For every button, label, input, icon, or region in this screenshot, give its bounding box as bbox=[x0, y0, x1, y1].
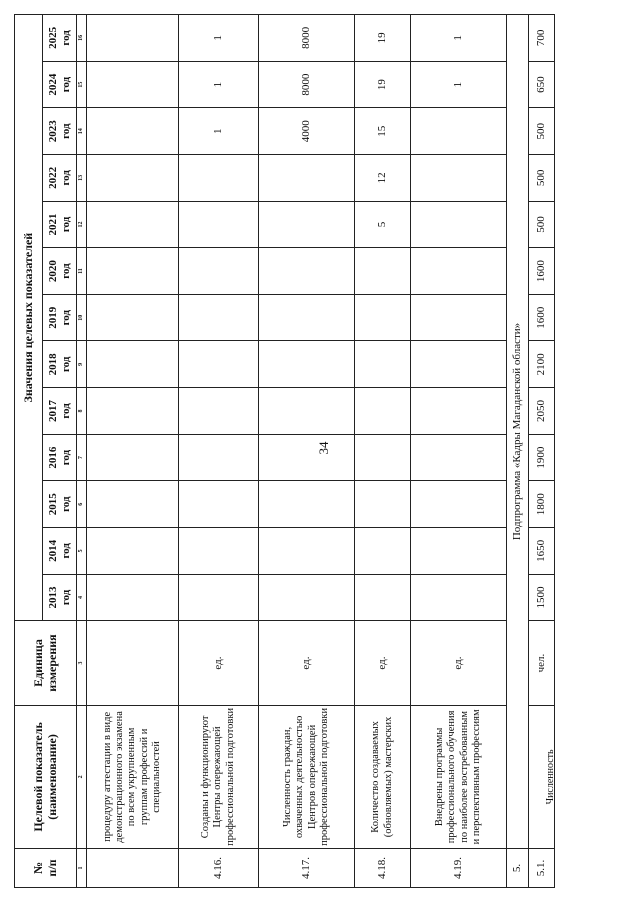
row-number bbox=[87, 848, 179, 887]
unit-cell: чел. bbox=[529, 621, 555, 706]
value-cell: 1 bbox=[179, 15, 259, 62]
header-year: 2016 год bbox=[43, 434, 77, 481]
row-number: 4.19. bbox=[411, 848, 507, 887]
value-cell: 1 bbox=[411, 15, 507, 62]
table-row bbox=[411, 15, 507, 888]
table-row bbox=[529, 15, 555, 888]
value-cell: 19 bbox=[355, 61, 411, 108]
indicator-name-text: Численность bbox=[544, 749, 556, 805]
indicator-name: Созданы и функционируют Центры опережающей профессиональной подготовки bbox=[179, 705, 259, 848]
value-cell bbox=[87, 528, 179, 575]
unit-cell bbox=[87, 621, 179, 706]
value-cell bbox=[411, 108, 507, 155]
value-cell: 1800 bbox=[529, 481, 555, 528]
column-number: 7 bbox=[77, 434, 87, 481]
value-cell bbox=[259, 434, 355, 481]
unit-cell: ед. bbox=[355, 621, 411, 706]
value-cell bbox=[355, 481, 411, 528]
value-cell bbox=[411, 434, 507, 481]
value-cell bbox=[179, 481, 259, 528]
value-cell: 8000 bbox=[259, 61, 355, 108]
header-year: 2015 год bbox=[43, 481, 77, 528]
row-number: 4.18. bbox=[355, 848, 411, 887]
value-cell bbox=[355, 388, 411, 435]
unit-cell: ед. bbox=[411, 621, 507, 706]
value-cell: 700 bbox=[529, 15, 555, 62]
header-year: 2014 год bbox=[43, 528, 77, 575]
value-cell bbox=[259, 201, 355, 248]
subprogram-title: Подпрограмма «Кадры Магаданской области» bbox=[507, 15, 529, 849]
value-cell bbox=[411, 528, 507, 575]
value-cell bbox=[87, 108, 179, 155]
column-number: 13 bbox=[77, 155, 87, 202]
header-year: 2020 год bbox=[43, 248, 77, 295]
value-cell bbox=[87, 294, 179, 341]
value-cell: 2050 bbox=[529, 388, 555, 435]
value-cell bbox=[179, 155, 259, 202]
value-cell bbox=[87, 15, 179, 62]
unit-cell: ед. bbox=[259, 621, 355, 706]
row-number: 4.17. bbox=[259, 848, 355, 887]
value-cell bbox=[259, 528, 355, 575]
value-cell bbox=[87, 61, 179, 108]
header-year: 2019 год bbox=[43, 294, 77, 341]
value-cell: 8000 bbox=[259, 15, 355, 62]
header-year: 2017 год bbox=[43, 388, 77, 435]
value-cell bbox=[355, 294, 411, 341]
value-cell bbox=[179, 388, 259, 435]
value-cell bbox=[259, 155, 355, 202]
value-cell bbox=[87, 388, 179, 435]
value-cell bbox=[259, 388, 355, 435]
table-row bbox=[355, 15, 411, 888]
header-year: 2018 год bbox=[43, 341, 77, 388]
indicator-name: процедуру аттестации в виде демонстрационного экзамена по всем укрупненным группам профессий и специальностей bbox=[87, 705, 179, 848]
table-row bbox=[87, 15, 179, 888]
indicator-name: Внедрены программы профессионального обучения по наиболее востребованным и перспективным профессиям bbox=[411, 705, 507, 848]
value-cell bbox=[259, 481, 355, 528]
value-cell bbox=[87, 341, 179, 388]
value-cell bbox=[179, 574, 259, 621]
value-cell bbox=[355, 341, 411, 388]
value-cell: 650 bbox=[529, 61, 555, 108]
column-number: 12 bbox=[77, 201, 87, 248]
column-number: 1 bbox=[77, 848, 87, 887]
column-number: 9 bbox=[77, 341, 87, 388]
column-number: 3 bbox=[77, 621, 87, 706]
page-number: 34 bbox=[316, 441, 331, 455]
value-cell: 1 bbox=[179, 108, 259, 155]
value-cell: 1600 bbox=[529, 294, 555, 341]
value-cell bbox=[179, 434, 259, 481]
column-number: 16 bbox=[77, 15, 87, 62]
header-col-no: № п/п bbox=[15, 848, 77, 887]
document-table-sheet bbox=[14, 14, 556, 888]
header-year: 2021 год bbox=[43, 201, 77, 248]
value-cell: 2100 bbox=[529, 341, 555, 388]
header-col-indicator: Целевой показатель (наименование) bbox=[15, 705, 77, 848]
value-cell bbox=[355, 434, 411, 481]
value-cell: 1900 bbox=[529, 434, 555, 481]
value-cell bbox=[355, 574, 411, 621]
value-cell bbox=[87, 248, 179, 295]
value-cell bbox=[411, 155, 507, 202]
value-cell bbox=[87, 481, 179, 528]
value-cell bbox=[87, 155, 179, 202]
value-cell bbox=[179, 248, 259, 295]
value-cell bbox=[259, 574, 355, 621]
value-cell: 500 bbox=[529, 201, 555, 248]
column-number: 6 bbox=[77, 481, 87, 528]
header-year: 2023 год bbox=[43, 108, 77, 155]
column-number: 14 bbox=[77, 108, 87, 155]
indicator-name bbox=[529, 705, 555, 848]
value-cell bbox=[411, 388, 507, 435]
value-cell: 1600 bbox=[529, 248, 555, 295]
value-cell: 19 bbox=[355, 15, 411, 62]
column-number: 5 bbox=[77, 528, 87, 575]
header-year: 2025 год bbox=[43, 15, 77, 62]
value-cell: 15 bbox=[355, 108, 411, 155]
column-number: 8 bbox=[77, 388, 87, 435]
indicator-name: Количество создаваемых (обновляемых) мастерских bbox=[355, 705, 411, 848]
column-number: 11 bbox=[77, 248, 87, 295]
value-cell bbox=[259, 294, 355, 341]
header-year: 2024 год bbox=[43, 61, 77, 108]
column-number: 2 bbox=[77, 705, 87, 848]
header-year: 2013 год bbox=[43, 574, 77, 621]
column-number: 10 bbox=[77, 294, 87, 341]
value-cell bbox=[411, 574, 507, 621]
header-col-unit: Единица измерения bbox=[15, 621, 77, 706]
value-cell bbox=[179, 201, 259, 248]
header-year: 2022 год bbox=[43, 155, 77, 202]
value-cell bbox=[411, 248, 507, 295]
value-cell: 1 bbox=[411, 61, 507, 108]
table-row bbox=[179, 15, 259, 888]
column-number: 4 bbox=[77, 574, 87, 621]
value-cell: 500 bbox=[529, 155, 555, 202]
value-cell bbox=[87, 434, 179, 481]
value-cell bbox=[411, 294, 507, 341]
value-cell bbox=[355, 248, 411, 295]
value-cell bbox=[179, 294, 259, 341]
value-cell bbox=[411, 341, 507, 388]
value-cell: 4000 bbox=[259, 108, 355, 155]
header-group-values: Значения целевых показателей bbox=[15, 15, 43, 621]
unit-cell: ед. bbox=[179, 621, 259, 706]
value-cell: 5 bbox=[355, 201, 411, 248]
column-number: 15 bbox=[77, 61, 87, 108]
value-cell bbox=[179, 528, 259, 575]
value-cell bbox=[355, 528, 411, 575]
value-cell bbox=[87, 201, 179, 248]
row-number: 5.1. bbox=[529, 848, 555, 887]
value-cell bbox=[179, 341, 259, 388]
table-row bbox=[259, 15, 355, 888]
value-cell bbox=[259, 341, 355, 388]
value-cell: 500 bbox=[529, 108, 555, 155]
subprogram-number: 5. bbox=[507, 848, 529, 887]
value-cell: 1500 bbox=[529, 574, 555, 621]
value-cell bbox=[411, 481, 507, 528]
value-cell bbox=[259, 248, 355, 295]
indicator-name: Численность граждан, охваченных деятельностью Центров опережающей профессиональной подготовки bbox=[259, 705, 355, 848]
target-indicators-table bbox=[14, 14, 555, 888]
subprogram-row bbox=[507, 15, 529, 888]
value-cell: 1650 bbox=[529, 528, 555, 575]
value-cell: 12 bbox=[355, 155, 411, 202]
value-cell bbox=[411, 201, 507, 248]
value-cell: 1 bbox=[179, 61, 259, 108]
value-cell bbox=[87, 574, 179, 621]
row-number: 4.16. bbox=[179, 848, 259, 887]
